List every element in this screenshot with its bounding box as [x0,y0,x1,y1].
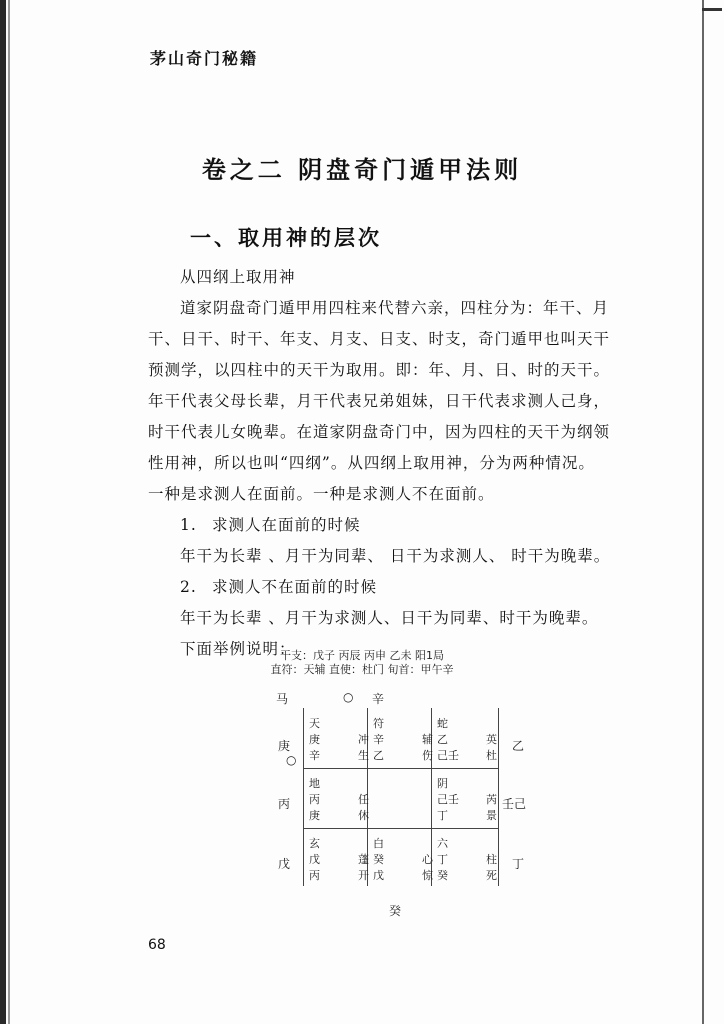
body-text [148,262,660,665]
palace-heaven-row [309,852,369,868]
palace-heaven-stem: 乙 [437,733,448,746]
palace-heaven-stem: 丁 [437,853,448,866]
palace-door: 死 [486,869,497,882]
palace-star: 冲 [358,733,369,746]
list-item-1 [148,510,660,541]
palace-spirit: 阴 [437,777,448,790]
palace-heaven-stem: 丙 [309,793,320,806]
palace-star: 芮 [486,793,497,806]
palace-heaven-row [373,732,433,748]
palace-earth-row [437,808,497,824]
palace-earth-row [373,748,433,764]
palace-cell [309,836,369,894]
palace-spirit: 六 [437,837,448,850]
paragraph-line: 预测学，以四柱中的天干为取用。即：年、月、日、时的天干。 [148,361,611,379]
palace-heaven-row [309,732,369,748]
palace-heaven-stem: 己壬 [437,793,459,806]
palace-star: 蓬 [358,853,369,866]
palace-spirit: 白 [373,837,384,850]
palace-door: 惊 [422,869,433,882]
palace-star: 辅 [422,733,433,746]
list-number: 2. [180,578,197,596]
palace-star: 英 [486,733,497,746]
list-number: 1. [180,516,197,534]
palace-earth-row [309,808,369,824]
chart-caption-zhifu: 直符：天辅 直使：杜门 旬首：甲午辛 [270,663,454,676]
chapter-title: 卷之二 阴盘奇门遁甲法则 [201,155,523,184]
palace-earth-stem: 乙 [373,749,384,762]
palace-star: 心 [422,853,433,866]
empty-circle-left: ○ [286,753,297,767]
palace-heaven-row [309,792,369,808]
page-corner-mark [702,8,722,11]
chart-caption-ganzhi: 干支：戊子 丙辰 丙申 乙未 阳1局 [280,649,444,662]
palace-star: 任 [358,793,369,806]
subheading: 从四纲上取用神 [180,268,296,286]
grid-line [498,708,499,886]
palace-earth-row [309,868,369,884]
left-stem-row2: 丙 [278,797,291,811]
paragraph-line: 年干代表父母长辈，月干代表兄弟姐妹，日干代表求测人己身， [148,392,611,410]
paragraph-line: 一种是求测人在面前。一种是求测人不在面前。 [148,485,495,503]
bottom-stem: 癸 [389,904,402,918]
palace-earth-row [309,748,369,764]
palace-spirit: 玄 [309,837,320,850]
palace-cell [437,716,497,774]
palace-cell-center [373,776,433,834]
page-number: 68 [148,937,166,953]
palace-heaven-row [437,852,497,868]
right-stem-row2: 壬己 [502,797,527,811]
paragraph-line: 时干代表儿女晚辈。在道家阴盘奇门中，因为四柱的天干为纲领 [148,423,611,441]
palace-heaven-row [373,852,433,868]
paragraph-line: 干、日干、时干、年支、月支、日支、时支，奇门遁甲也叫天干 [148,330,611,348]
palace-door: 杜 [486,749,497,762]
palace-door: 景 [486,809,497,822]
right-stem-row3: 丁 [512,857,525,871]
palace-earth-stem: 辛 [309,749,320,762]
paragraph-line: 道家阴盘奇门遁甲用四柱来代替六亲，四柱分为：年干、月 [180,299,610,317]
palace-spirit: 蛇 [437,717,448,730]
palace-door: 生 [358,749,369,762]
palace-cell [437,776,497,834]
palace-spirit: 地 [309,777,320,790]
palace-earth-stem: 丙 [309,869,320,882]
example-intro: 下面举例说明： [180,640,296,658]
section-heading: 一、取用神的层次 [190,225,382,250]
top-stem: 辛 [372,692,385,706]
list-item-2 [148,572,660,603]
grid-line [303,708,304,886]
right-stem-row1: 乙 [512,739,525,753]
palace-earth-stem: 丁 [437,809,448,822]
palace-earth-row [373,868,433,884]
palace-cell [437,836,497,894]
palace-heaven-stem: 戊 [309,853,320,866]
palace-spirit: 天 [309,717,320,730]
palace-star: 柱 [486,853,497,866]
palace-earth-stem: 己壬 [437,749,459,762]
paragraph-line: 性用神，所以也叫“四纲”。从四纲上取用神，分为两种情况。 [148,454,595,472]
palace-earth-stem: 庚 [309,809,320,822]
palace-heaven-stem: 庚 [309,733,320,746]
palace-cell [309,776,369,834]
list-label: 求测人在面前的时候 [212,516,361,534]
palace-cell [373,836,433,894]
horse-label: 马 [276,692,289,706]
palace-spirit: 符 [373,717,384,730]
palace-heaven-stem: 辛 [373,733,384,746]
list-item-2-detail: 年干为长辈 、月干为求测人、日干为同辈、时干为晚辈。 [180,609,599,627]
palace-earth-row [437,748,497,764]
palace-heaven-row [437,732,497,748]
palace-earth-stem: 戊 [373,869,384,882]
left-stem-row1: 庚 [278,739,291,753]
left-stem-row3: 戊 [278,857,291,871]
running-header: 茅山奇门秘籍 [150,49,259,68]
list-item-1-detail: 年干为长辈 、月干为同辈、 日干为求测人、 时干为晚辈。 [180,547,611,565]
qimen-palace-grid [303,708,499,886]
palace-cell [373,716,433,774]
empty-circle-top: ○ [343,690,354,704]
palace-door: 开 [358,869,369,882]
palace-earth-stem: 癸 [437,869,448,882]
palace-heaven-stem: 癸 [373,853,384,866]
palace-cell [309,716,369,774]
palace-heaven-row [437,792,497,808]
palace-earth-row [437,868,497,884]
palace-door: 休 [358,809,369,822]
list-label: 求测人不在面前的时候 [212,578,378,596]
palace-door: 伤 [422,749,433,762]
